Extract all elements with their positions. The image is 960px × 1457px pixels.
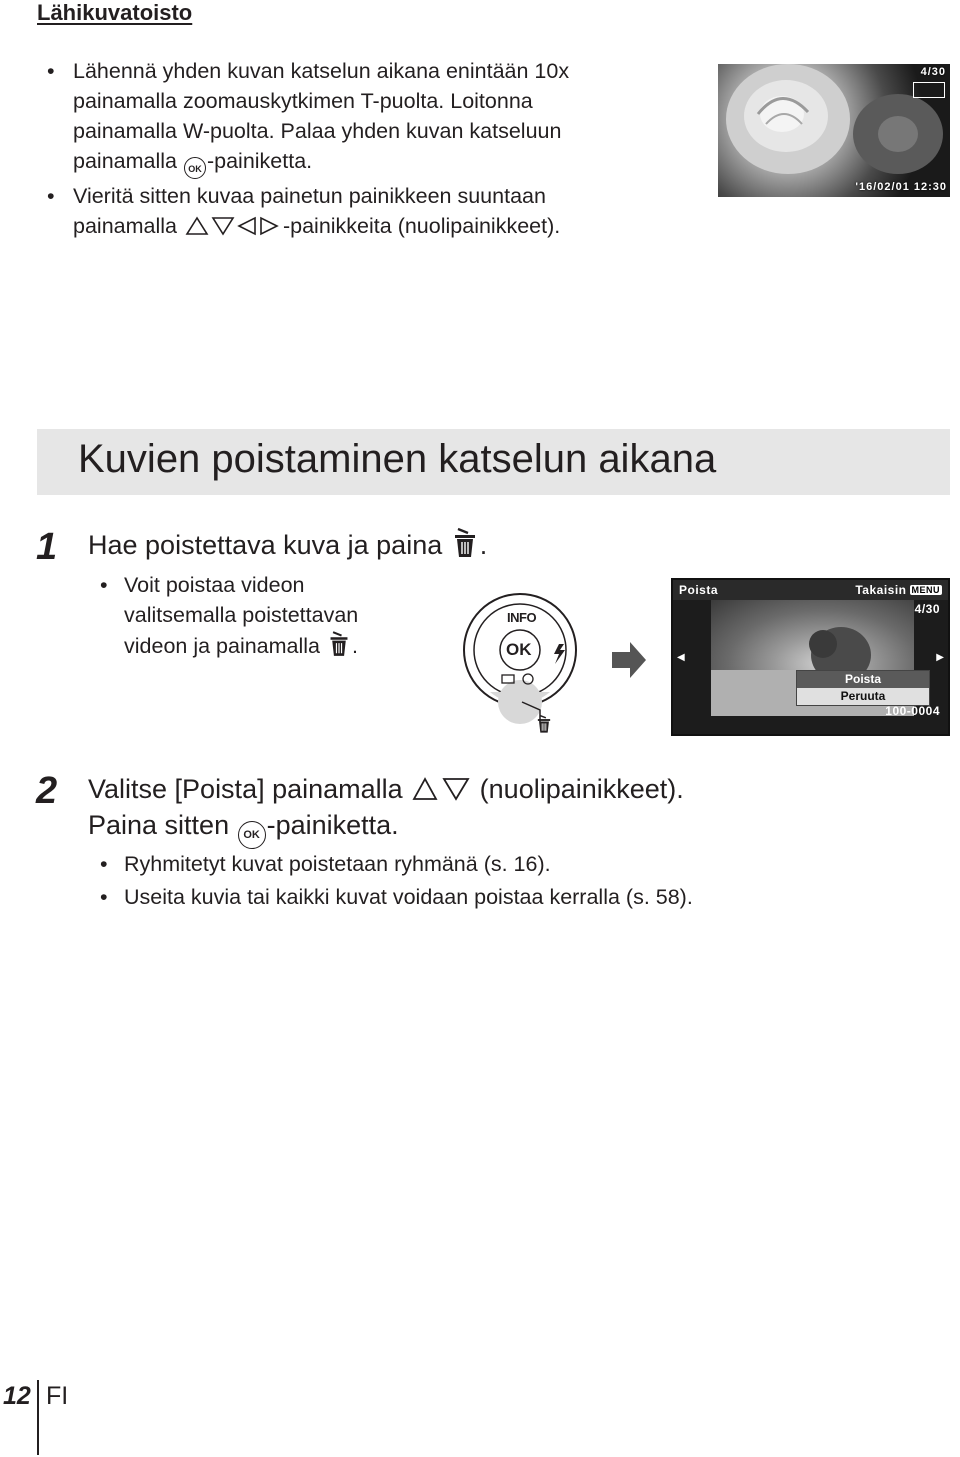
camera-dial: [460, 592, 590, 742]
ok-button-label: OK: [506, 640, 532, 659]
step-2-text-part: -painiketta.: [266, 810, 399, 840]
up-down-buttons-icon: [412, 777, 470, 801]
footer-divider: [37, 1380, 39, 1455]
closeup-line: [73, 211, 693, 241]
screen-back: [855, 583, 942, 597]
trash-icon: [328, 630, 350, 658]
next-arrow-icon: [612, 642, 646, 678]
closeup-text: -painiketta.: [206, 149, 313, 173]
step-1-sub-bullet: [100, 570, 424, 661]
menu-item-delete[interactable]: Poista: [844, 672, 881, 686]
step-2-text-part: Paina sitten: [88, 810, 237, 840]
closeup-line: painamalla W-puolta. Palaa yhden kuvan katseluun: [73, 119, 562, 143]
menu-badge: MENU: [911, 585, 940, 595]
step-1-sub-line: [124, 630, 424, 661]
left-arrow-icon: ◀: [677, 652, 685, 663]
step-1-sub-text: .: [352, 634, 358, 658]
bullet-dot: •: [47, 184, 55, 208]
screen-title: Poista: [679, 583, 719, 597]
file-number: 100-0004: [885, 704, 940, 718]
closeup-text: -painikkeita (nuolipainikkeet).: [282, 214, 561, 238]
section-title: Kuvien poistaminen katselun aikana: [78, 437, 717, 481]
step-2-number: 2: [36, 770, 58, 812]
closeup-line: Vieritä sitten kuvaa painetun painikkeen suuntaan: [73, 184, 546, 208]
step-2-bullet-2: [100, 882, 944, 912]
step-1-instruction: Hae poistettava kuva ja paina: [88, 530, 450, 560]
step-1-period: .: [479, 530, 488, 560]
step-2-line: [88, 771, 948, 807]
closeup-photo: [718, 64, 950, 197]
step-2-text-part: (nuolipainikkeet).: [472, 774, 684, 804]
step-1-number: 1: [36, 526, 58, 568]
delete-menu: [796, 670, 930, 706]
step-1-sub-text: videon ja painamalla: [124, 634, 326, 658]
dial-trash-icon: [536, 714, 552, 734]
closeup-bullet-1: [47, 56, 693, 179]
bullet-dot: •: [100, 573, 108, 597]
step-1-sub-line: valitsemalla poistettavan: [124, 603, 359, 627]
step-2-text-part: Valitse [Poista] painamalla: [88, 774, 411, 804]
bullet-dot: •: [100, 885, 108, 909]
step-2-text: [88, 771, 948, 849]
bullet-dot: •: [100, 852, 108, 876]
menu-item-cancel[interactable]: Peruuta: [840, 689, 886, 703]
step-1-sub-line: Voit poistaa videon: [124, 573, 305, 597]
info-button-label: INFO: [507, 610, 537, 625]
page-number: 12: [3, 1382, 31, 1410]
photo-datetime: '16/02/01 12:30: [855, 181, 947, 193]
closeup-line: Lähennä yhden kuvan katselun aikana enintään 10x: [73, 59, 570, 83]
camera-screen: [671, 578, 950, 736]
bullet-dot: •: [47, 59, 55, 83]
ok-button-icon: OK: [184, 157, 206, 179]
language-code: FI: [46, 1382, 69, 1410]
screen-back-label: Takaisin: [855, 583, 907, 597]
step-1-text: [88, 527, 487, 563]
right-arrow-icon: ▶: [936, 652, 944, 663]
step-2-bullet-1: [100, 849, 944, 879]
closeup-line: [73, 146, 693, 179]
ok-button-icon: OK: [238, 821, 266, 849]
step-2-line: [88, 807, 948, 849]
closeup-text: painamalla: [73, 149, 183, 173]
closeup-text: painamalla: [73, 214, 183, 238]
photo-counter: 4/30: [920, 66, 946, 78]
trash-icon: [452, 527, 478, 559]
section-heading: Lähikuvatoisto: [37, 0, 193, 25]
step-2-bullet-text: Useita kuvia tai kaikki kuvat voidaan poistaa kerralla (s. 58).: [124, 885, 693, 909]
screen-counter: 4/30: [914, 602, 940, 616]
zoom-frame-icon: [913, 82, 945, 98]
step-2-bullet-text: Ryhmitetyt kuvat poistetaan ryhmänä (s. 16).: [124, 852, 551, 876]
closeup-bullet-2: [47, 181, 693, 241]
arrow-buttons-icon: [185, 216, 281, 236]
closeup-line: painamalla zoomauskytkimen T-puolta. Loitonna: [73, 89, 533, 113]
